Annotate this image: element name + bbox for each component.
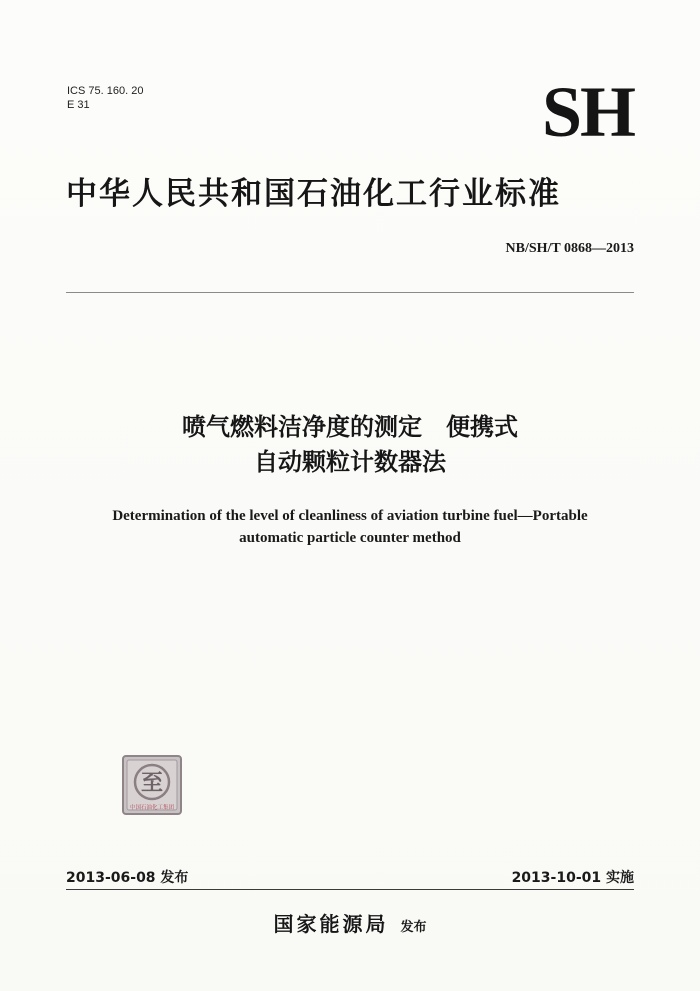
implement-date: 2013-10-01 实施 xyxy=(511,870,634,886)
category-code: E 31 xyxy=(67,99,90,111)
english-title-line-2: automatic particle counter method xyxy=(239,530,461,546)
header-divider xyxy=(66,292,634,293)
publisher-seal-icon xyxy=(122,755,182,815)
organization-title: 中华人民共和国石油化工行业标准 xyxy=(66,176,561,212)
issuer-suffix: 发布 xyxy=(400,920,427,935)
seal-caption: 中国石油化工集团 xyxy=(129,805,175,811)
standard-number: NB/SH/T 0868—2013 xyxy=(505,241,634,256)
footer-divider xyxy=(66,889,634,890)
publish-date: 2013-06-08 发布 xyxy=(66,870,189,886)
chinese-title xyxy=(0,410,700,480)
issuer-name: 国家能源局 xyxy=(273,912,389,936)
classification-codes xyxy=(67,84,143,112)
sh-logo: SH xyxy=(541,72,634,152)
seal-glyph: 至 xyxy=(140,771,164,796)
english-title xyxy=(0,505,700,549)
ics-code: ICS 75. 160. 20 xyxy=(67,85,144,97)
chinese-title-line-1: 喷气燃料洁净度的测定 便携式 xyxy=(182,413,518,441)
chinese-title-line-2: 自动颗粒计数器法 xyxy=(254,448,446,476)
issuer xyxy=(0,908,700,937)
english-title-line-1: Determination of the level of cleanliness of aviation turbine fuel—Portable xyxy=(112,508,588,524)
